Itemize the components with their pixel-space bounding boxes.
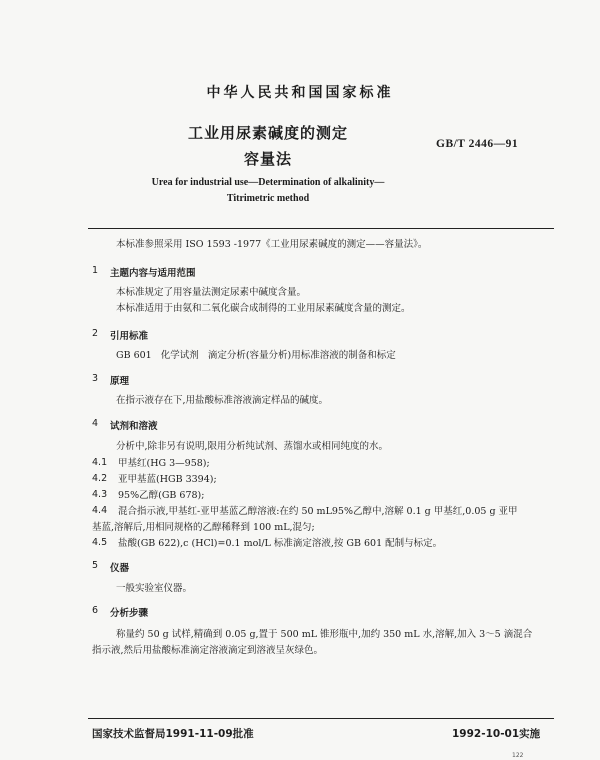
document-subtitle: 容量法 <box>243 150 292 168</box>
section-1-number: 1 <box>92 265 99 276</box>
header-divider <box>88 228 554 229</box>
section-5-paragraph: 一般实验室仪器。 <box>116 583 193 594</box>
section-4-paragraph: 分析中,除非另有说明,限用分析纯试剂、蒸馏水或相同纯度的水。 <box>116 441 389 452</box>
section-3-title: 原理 <box>110 376 130 387</box>
section-2-title: 引用标准 <box>110 331 149 342</box>
document-title: 工业用尿素碱度的测定 <box>187 124 348 142</box>
section-1-paragraph-2: 本标准适用于由氨和二氧化碳合成制得的工业用尿素碱度含量的测定。 <box>116 303 411 314</box>
section-6-paragraph-line2: 指示液,然后用盐酸标准滴定溶液滴定到溶液呈灰绿色。 <box>92 645 324 656</box>
english-title-line1: Urea for industrial use—Determination of alkalinity— <box>151 177 385 188</box>
english-title-line2: Titrimetric method <box>226 193 310 204</box>
section-6-title: 分析步骤 <box>110 608 149 619</box>
item-4-2-text: 亚甲基蓝(HGB 3394); <box>118 474 217 485</box>
item-4-3-number: 4.3 <box>92 489 108 500</box>
section-2-paragraph: GB 601 化学试剂 滴定分析(容量分析)用标准溶液的制备和标定 <box>116 350 396 361</box>
page-mark: 122 <box>512 752 524 759</box>
section-6-paragraph-line1: 称量约 50 g 试样,精确到 0.05 g,置于 500 mL 锥形瓶中,加约 350 mL 水,溶解,加入 3～5 滴混合 <box>116 629 533 640</box>
section-5-number: 5 <box>92 560 99 571</box>
item-4-5-number: 4.5 <box>92 537 108 548</box>
section-1-paragraph-1: 本标准规定了用容量法测定尿素中碱度含量。 <box>116 287 307 298</box>
item-4-2-number: 4.2 <box>92 473 108 484</box>
section-4-title: 试剂和溶液 <box>110 421 158 432</box>
item-4-4-number: 4.4 <box>92 505 108 516</box>
section-5-title: 仪器 <box>110 563 130 574</box>
approval-date: 国家技术监督局1991-11-09批准 <box>92 728 254 740</box>
section-2-number: 2 <box>92 328 99 339</box>
item-4-1-text: 甲基红(HG 3—958); <box>118 458 210 469</box>
footer-divider <box>88 718 554 719</box>
section-1-title: 主题内容与适用范围 <box>110 268 196 279</box>
section-4-number: 4 <box>92 418 99 429</box>
standard-code: GB/T 2446—91 <box>436 138 519 150</box>
item-4-1-number: 4.1 <box>92 457 108 468</box>
section-6-number: 6 <box>92 605 99 616</box>
item-4-4-text-line2: 基蓝,溶解后,用相同规格的乙醇稀释到 100 mL,混匀; <box>92 522 315 533</box>
item-4-4-text-line1: 混合指示液,甲基红-亚甲基蓝乙醇溶液:在约 50 mL95%乙醇中,溶解 0.1 g 甲基红,0.05 g 亚甲 <box>118 506 518 517</box>
intro-text: 本标准参照采用 ISO 1593 -1977《工业用尿素碱度的测定——容量法》。 <box>116 239 428 250</box>
national-standard-heading: 中华人民共和国国家标准 <box>206 85 394 101</box>
section-3-number: 3 <box>92 373 99 384</box>
effective-date: 1992-10-01实施 <box>452 728 541 740</box>
section-3-paragraph: 在指示液存在下,用盐酸标准溶液滴定样品的碱度。 <box>116 395 329 406</box>
item-4-3-text: 95%乙醇(GB 678); <box>118 490 205 501</box>
item-4-5-text: 盐酸(GB 622),c (HCl)=0.1 mol/L 标准滴定溶液,按 GB 601 配制与标定。 <box>118 538 443 549</box>
